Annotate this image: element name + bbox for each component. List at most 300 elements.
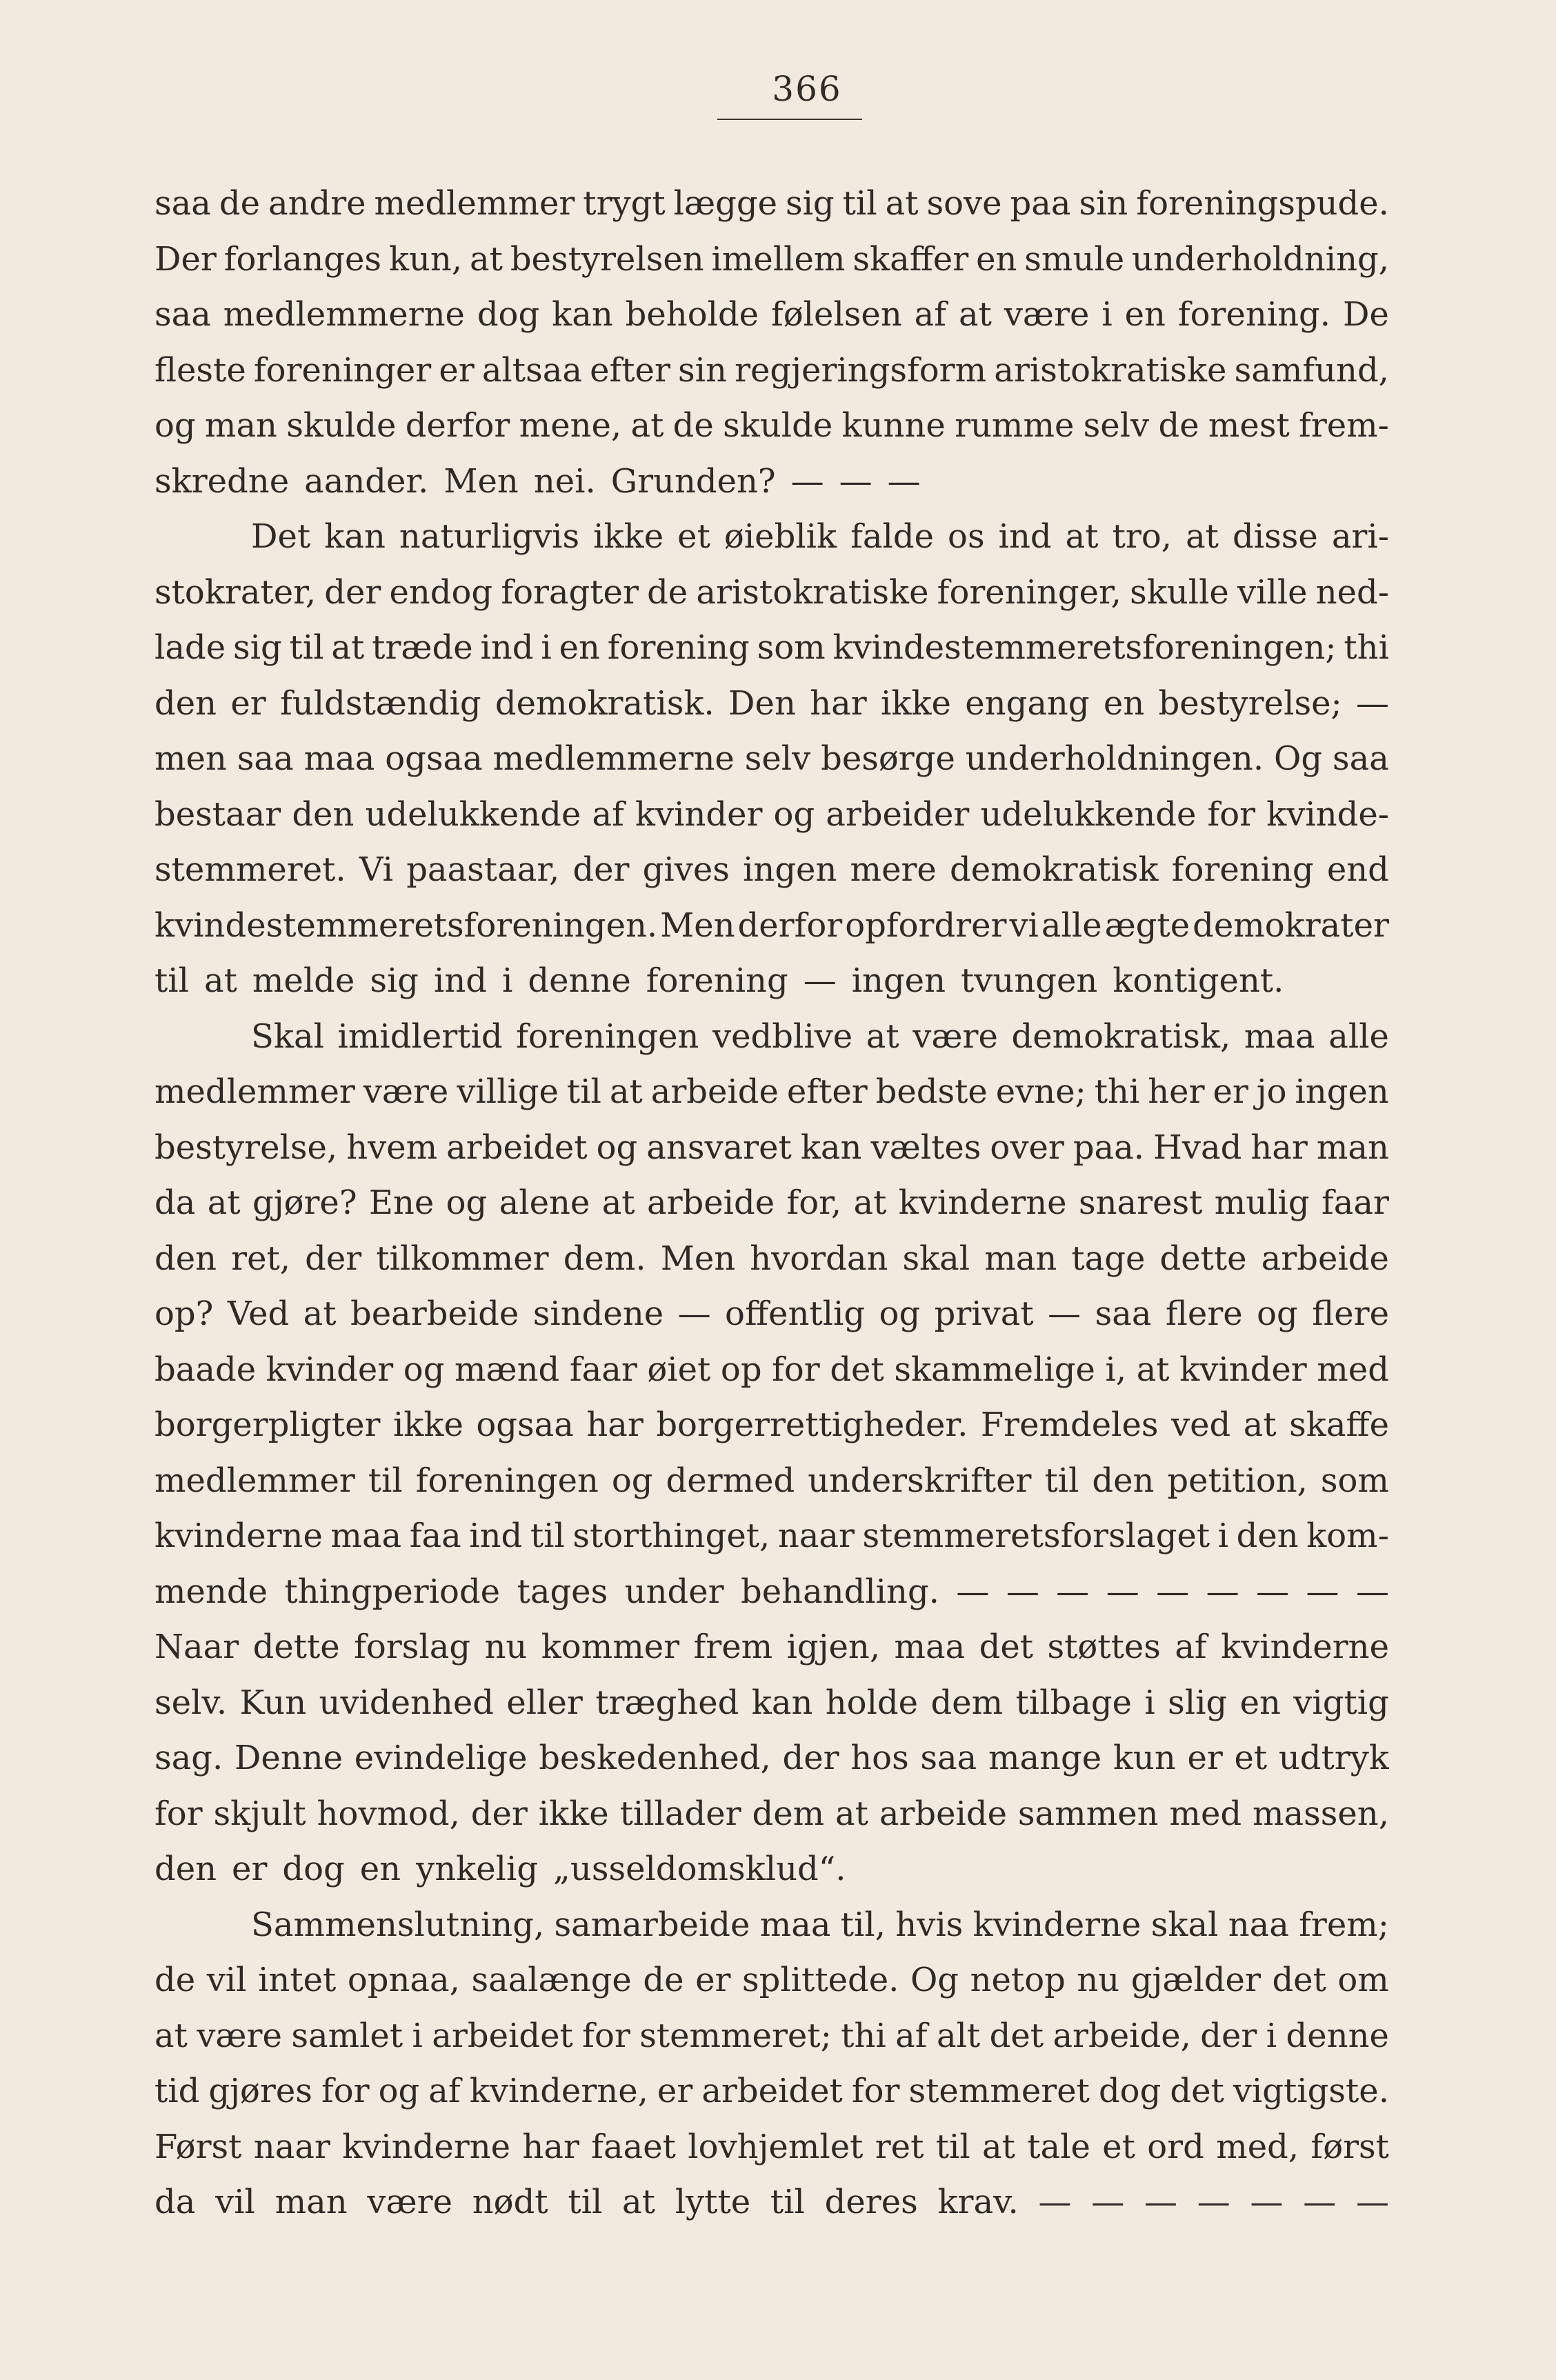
word: snarest	[1078, 1183, 1203, 1222]
word: foreningen	[516, 1017, 699, 1056]
word: og	[773, 794, 815, 834]
word: arbeide	[1261, 1239, 1389, 1278]
word: kom-	[1306, 1517, 1389, 1555]
word: sag.	[154, 1739, 223, 1777]
text-line	[154, 1730, 1389, 1786]
word: ingen	[1295, 1072, 1389, 1111]
word: vigtigste.	[1233, 2072, 1389, 2110]
word: Ved	[227, 1294, 290, 1333]
word: vi	[1009, 906, 1039, 945]
word: til	[368, 1461, 403, 1500]
word: sin	[678, 350, 727, 390]
word: der	[305, 1239, 362, 1278]
word: øieblik	[724, 517, 837, 556]
word: det	[1272, 1961, 1326, 1999]
word: man	[204, 406, 277, 445]
word: Ene	[368, 1183, 435, 1222]
word: sove	[926, 184, 1002, 223]
word: mende	[154, 1572, 268, 1611]
word: udelukkende	[980, 794, 1197, 834]
word: —	[1256, 1572, 1290, 1611]
word: de	[647, 572, 688, 612]
word: denne	[528, 961, 631, 1000]
word: andre	[268, 184, 366, 223]
word: kan	[751, 1683, 813, 1722]
word: i	[1217, 1517, 1229, 1555]
text-line	[154, 953, 1389, 1009]
word: hvordan	[750, 1239, 888, 1278]
word: med	[1317, 1350, 1389, 1389]
word: flere	[1312, 1294, 1389, 1333]
word: ret	[875, 2127, 924, 2166]
word: kan	[552, 295, 613, 334]
word: ingen	[851, 961, 946, 1000]
word: en	[1239, 1683, 1281, 1722]
word: udtryk	[1278, 1739, 1389, 1777]
text-line	[154, 1952, 1389, 2008]
word: være	[912, 1017, 998, 1056]
word: Kun	[239, 1683, 307, 1722]
word: evindelige	[354, 1739, 528, 1777]
word: kunne	[841, 406, 946, 445]
word: frem;	[1299, 1905, 1389, 1944]
word: faar	[569, 1350, 637, 1389]
word: arbeide	[879, 1794, 1008, 1833]
word: at	[204, 961, 237, 1000]
word: aristokratiske	[696, 572, 929, 612]
word: foragter	[501, 572, 639, 612]
word: arbeidet	[432, 2016, 573, 2055]
word: bearbeide	[350, 1294, 519, 1333]
word: offentlig	[725, 1294, 866, 1333]
word: kvinderne	[898, 1183, 1067, 1222]
word: holde	[825, 1683, 919, 1722]
word: Og	[910, 1961, 959, 1999]
word: altsaa	[481, 350, 582, 390]
word: er	[1213, 1072, 1248, 1111]
word: kun	[1113, 1739, 1176, 1777]
word: tid	[154, 2072, 200, 2110]
word: selv	[744, 739, 811, 778]
word: —	[1197, 2183, 1230, 2221]
text-line	[154, 1286, 1389, 1342]
word: saa	[920, 1739, 977, 1777]
word: til	[289, 628, 324, 667]
word: demokratisk.	[495, 683, 715, 723]
word: thi	[1094, 1072, 1140, 1111]
word: kun,	[388, 239, 463, 279]
text-line	[154, 620, 1389, 676]
word: naar	[253, 2127, 330, 2166]
word: ville	[1237, 572, 1308, 612]
word: man	[984, 1239, 1057, 1278]
word: her	[1148, 1072, 1205, 1111]
text-line	[154, 842, 1389, 898]
word: —	[956, 1572, 990, 1611]
word: sindene	[532, 1294, 664, 1333]
word: tillader	[619, 1794, 741, 1833]
word: dog	[477, 295, 540, 334]
word: frem	[693, 1628, 773, 1666]
word: saa	[154, 295, 211, 334]
word: —	[1038, 2183, 1072, 2221]
word: og	[596, 1128, 638, 1167]
word: disse	[1233, 517, 1318, 556]
word: saa	[1095, 1294, 1152, 1333]
word: faar	[1321, 1183, 1389, 1222]
word: intet	[258, 1961, 337, 1999]
word: den	[154, 1239, 217, 1278]
word: i	[502, 961, 513, 1000]
word: Skal	[251, 1017, 324, 1056]
word: og	[1257, 1294, 1298, 1333]
word: mest	[1208, 406, 1290, 445]
text-line	[154, 2174, 1389, 2230]
word: skaffe	[1289, 1406, 1389, 1444]
word: stemmeret	[908, 2072, 1090, 2110]
word: det	[830, 1350, 884, 1389]
word: maa	[1244, 1017, 1315, 1056]
word: at	[835, 1794, 868, 1833]
word: demokratisk	[950, 850, 1159, 889]
word: til	[842, 184, 877, 223]
word: underskrifter	[808, 1461, 1032, 1500]
word: aristokratiske	[994, 350, 1227, 390]
word: fleste	[154, 350, 246, 390]
word: ind	[998, 517, 1052, 556]
word: trygt	[583, 184, 666, 223]
word: dem.	[563, 1239, 646, 1278]
word: splittede.	[741, 1961, 899, 1999]
word: saalænge	[471, 1961, 632, 1999]
word: til	[568, 2183, 603, 2221]
text-line	[154, 287, 1389, 343]
word: til	[770, 2183, 805, 2221]
word: aander.	[304, 461, 429, 501]
word: samfund,	[1234, 350, 1389, 390]
word: et	[1234, 1739, 1268, 1777]
word: imellem	[711, 239, 846, 279]
word: skaffer	[852, 239, 969, 279]
word: har	[810, 683, 867, 723]
word: i,	[1105, 1350, 1127, 1389]
word: kvindestemmeretsforeningen;	[832, 628, 1337, 667]
word: —	[1056, 1572, 1090, 1611]
word: —	[839, 461, 872, 501]
word: ned-	[1315, 572, 1389, 612]
word: —	[1355, 683, 1389, 723]
word: —	[1156, 1572, 1190, 1611]
word: gjøres	[208, 2072, 312, 2110]
word: kvinderne	[342, 2127, 511, 2166]
text-line	[154, 1342, 1389, 1398]
word: har	[1250, 1128, 1308, 1167]
word: kvinder	[266, 1350, 394, 1389]
word: ingen	[743, 850, 837, 889]
word: den	[1092, 1461, 1155, 1500]
word: saa	[154, 184, 211, 223]
word: medlemmerne	[492, 739, 735, 778]
word: er	[439, 350, 475, 390]
word: til	[566, 1072, 601, 1111]
text-line	[154, 1897, 1389, 1953]
word: og	[446, 1183, 488, 1222]
word: en	[1103, 683, 1145, 723]
word: at	[622, 2183, 655, 2221]
word: Sammenslutning,	[251, 1905, 545, 1944]
word: om	[1337, 1961, 1389, 1999]
text-line	[154, 509, 1389, 565]
word: forslag	[354, 1628, 471, 1666]
word: at	[1136, 1350, 1170, 1389]
word: op?	[154, 1294, 214, 1333]
text-line	[154, 2063, 1389, 2119]
word: tage	[1071, 1239, 1146, 1278]
word: forening	[1171, 850, 1314, 889]
word: mulig	[1214, 1183, 1310, 1222]
word: flere	[1165, 1294, 1243, 1333]
word: at	[601, 1183, 635, 1222]
word: at	[853, 1183, 887, 1222]
word: er	[657, 2072, 693, 2110]
word: naturligvis	[399, 517, 580, 556]
word: —	[1355, 2183, 1389, 2221]
word: alene	[499, 1183, 590, 1222]
word: thi	[1344, 628, 1389, 667]
word: ord	[1147, 2127, 1204, 2166]
word: ynkelig	[416, 1850, 539, 1888]
word: nu	[484, 1628, 528, 1666]
word: for	[851, 2072, 900, 2110]
word: lægge	[673, 184, 777, 223]
word: er	[232, 1850, 268, 1888]
word: thingperiode	[284, 1572, 501, 1611]
word: at	[154, 2016, 188, 2055]
word: skulde	[286, 406, 397, 445]
word: af	[428, 2072, 461, 2110]
word: at	[630, 406, 664, 445]
word: stemmeret.	[154, 850, 346, 889]
word: —	[1356, 1572, 1389, 1611]
word: i	[1266, 2016, 1277, 2055]
word: hovmod,	[317, 1794, 460, 1833]
word: man	[1316, 1128, 1389, 1167]
text-line	[154, 1453, 1389, 1509]
word: underholdning,	[1132, 239, 1389, 279]
word: —	[1303, 2183, 1337, 2221]
word: —	[790, 461, 824, 501]
word: en	[976, 239, 1017, 279]
word: Og	[1274, 739, 1323, 778]
word: den	[1236, 1517, 1299, 1555]
word: over	[990, 1128, 1064, 1167]
word: samarbeide	[554, 1905, 750, 1944]
word: —	[1250, 2183, 1284, 2221]
word: alt	[936, 2016, 981, 2055]
word: en	[559, 628, 600, 667]
word: medlemmer	[374, 184, 575, 223]
word: det	[989, 2016, 1044, 2055]
word: samlet	[291, 2016, 403, 2055]
word: ind	[434, 961, 488, 1000]
word: hvis	[895, 1905, 964, 1944]
word: da	[154, 2183, 196, 2221]
word: et	[677, 517, 710, 556]
word: medlemmerne	[223, 295, 465, 334]
word: stemmeretsforslaget	[862, 1517, 1210, 1555]
word: arbeide,	[1053, 2016, 1191, 2055]
word: og	[611, 1461, 653, 1500]
word: —	[1106, 1572, 1139, 1611]
word: tvungen	[961, 961, 1098, 1000]
word: først	[1310, 2127, 1389, 2166]
word: men	[154, 739, 227, 778]
word: —	[803, 961, 837, 1000]
word: forlanges	[223, 239, 382, 279]
word: i	[1144, 1683, 1155, 1722]
word: til,	[840, 1905, 886, 1944]
word: kvinderne,	[469, 2072, 648, 2110]
word: demokrater	[1193, 906, 1389, 945]
word: nu	[1077, 1961, 1120, 1999]
body-text	[154, 176, 1389, 2230]
word: melde	[252, 961, 355, 1000]
word: at	[207, 1183, 241, 1222]
text-line	[154, 1675, 1389, 1731]
word: at	[1065, 517, 1099, 556]
word: at	[1186, 517, 1219, 556]
word: tale	[1027, 2127, 1090, 2166]
word: efter	[590, 350, 670, 390]
word: dette	[1159, 1239, 1247, 1278]
word: vigtig	[1293, 1683, 1389, 1722]
word: ind	[469, 1517, 523, 1555]
word: kontigent.	[1113, 961, 1284, 1000]
word: ind	[480, 628, 534, 667]
word: i	[412, 2016, 423, 2055]
word: træde	[372, 628, 473, 667]
word: at	[470, 239, 503, 279]
text-line	[154, 565, 1389, 621]
word: selv.	[154, 1683, 228, 1722]
word: smule	[1024, 239, 1125, 279]
word: deres	[824, 2183, 918, 2221]
text-line	[154, 2119, 1389, 2175]
word: slig	[1168, 1683, 1228, 1722]
word: foreninger,	[937, 572, 1121, 612]
word: bestaar	[154, 794, 281, 834]
word: og	[403, 1350, 445, 1389]
word: for	[1207, 794, 1256, 834]
word: bedste	[875, 1072, 988, 1111]
word: nødt	[472, 2183, 548, 2221]
word: sin	[1079, 184, 1128, 223]
word: demokratisk,	[1011, 1017, 1231, 1056]
word: underholdningen.	[965, 739, 1264, 778]
text-line	[154, 1231, 1389, 1287]
word: stemmeret;	[639, 2016, 832, 2055]
word: borgerpligter	[154, 1406, 381, 1444]
word: ikke	[593, 517, 664, 556]
word: medlemmer	[154, 1072, 355, 1111]
word: villige	[457, 1072, 559, 1111]
word: kan	[324, 517, 386, 556]
word: de	[1158, 406, 1199, 445]
word: at	[609, 1072, 643, 1111]
word: der	[782, 1739, 839, 1777]
word: krav.	[937, 2183, 1019, 2221]
word: nei.	[533, 461, 596, 501]
word: thi	[841, 2016, 886, 2055]
word: —	[1144, 2183, 1177, 2221]
text-line	[154, 454, 1389, 510]
text-line	[154, 1120, 1389, 1176]
word: med,	[1216, 2127, 1299, 2166]
word: ari-	[1331, 517, 1389, 556]
text-line	[154, 1064, 1389, 1120]
word: stokrater,	[154, 572, 317, 612]
word: gjøre?	[252, 1183, 357, 1222]
word: behandling.	[741, 1572, 939, 1611]
word: de	[643, 1961, 684, 1999]
word: foreninger	[253, 350, 432, 390]
word: skal	[1150, 1905, 1219, 1944]
word: et	[1102, 2127, 1135, 2166]
word: maa	[759, 1905, 831, 1944]
word: —	[1206, 1572, 1239, 1611]
word: selv	[1083, 406, 1150, 445]
word: af	[592, 794, 624, 834]
word: beholde	[625, 295, 759, 334]
word: til	[154, 961, 189, 1000]
word: arbeidet	[446, 1128, 588, 1167]
page-number: 366	[772, 69, 842, 109]
word: tilkommer	[376, 1239, 549, 1278]
word: dem	[930, 1683, 1004, 1722]
word: saa	[237, 739, 294, 778]
word: —	[887, 461, 921, 501]
text-line	[154, 731, 1389, 787]
word: Men	[443, 461, 519, 501]
word: ogsaa	[476, 1406, 574, 1444]
word: lade	[154, 628, 226, 667]
word: følelsen	[771, 295, 902, 334]
word: for	[154, 1794, 203, 1833]
text-line	[154, 1841, 1389, 1897]
word: de	[154, 1961, 196, 1999]
word: Først	[154, 2127, 242, 2166]
word: igjen,	[786, 1628, 881, 1666]
text-line	[154, 2008, 1389, 2064]
word: der	[324, 572, 381, 612]
word: Fremdeles	[980, 1406, 1159, 1444]
word: at	[1243, 1406, 1277, 1444]
word: tro,	[1112, 517, 1173, 556]
word: de	[672, 406, 714, 445]
word: under	[624, 1572, 724, 1611]
word: op	[720, 1350, 762, 1389]
word: skammelige	[894, 1350, 1095, 1389]
word: af	[895, 2016, 928, 2055]
word: de	[219, 184, 260, 223]
word: engang	[965, 683, 1090, 723]
word: forening	[646, 961, 788, 1000]
word: ansvaret	[646, 1128, 792, 1167]
word: og	[879, 1294, 921, 1333]
word: vil	[215, 2183, 255, 2221]
word: som	[757, 628, 826, 667]
word: af	[914, 295, 947, 334]
